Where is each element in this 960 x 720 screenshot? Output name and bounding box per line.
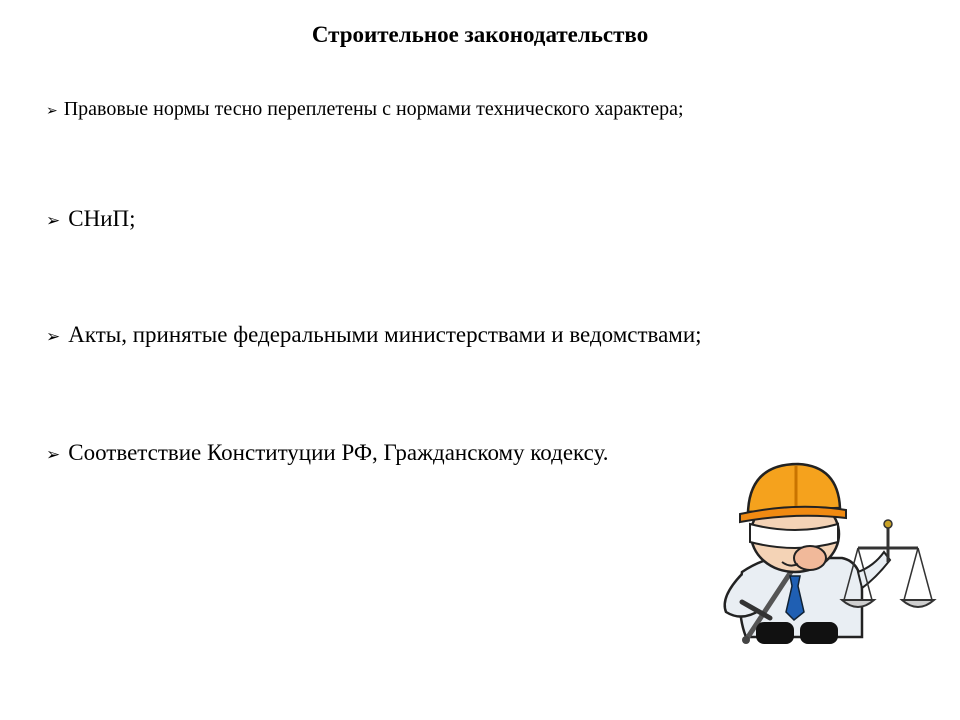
slide-title: Строительное законодательство <box>311 22 649 47</box>
bullet-text: Соответствие Конституции РФ, Гражданскому кодексу. <box>68 440 609 465</box>
arrow-bullet-icon: ➢ <box>46 445 61 464</box>
bullet-item <box>46 440 609 466</box>
bullet-item <box>46 206 136 232</box>
bullet-item <box>46 98 684 121</box>
arrow-bullet-icon: ➢ <box>46 104 58 119</box>
arrow-bullet-icon: ➢ <box>46 211 61 230</box>
bullet-text: Правовые нормы тесно переплетены с нормами технического характера; <box>63 98 684 120</box>
bullet-text: Акты, принятые федеральными министерствами и ведомствами; <box>68 322 702 347</box>
bullet-text: СНиП; <box>68 206 136 231</box>
blindfolded-builder-justice-icon <box>712 462 942 652</box>
bullet-item <box>46 322 702 348</box>
arrow-bullet-icon: ➢ <box>46 327 61 346</box>
